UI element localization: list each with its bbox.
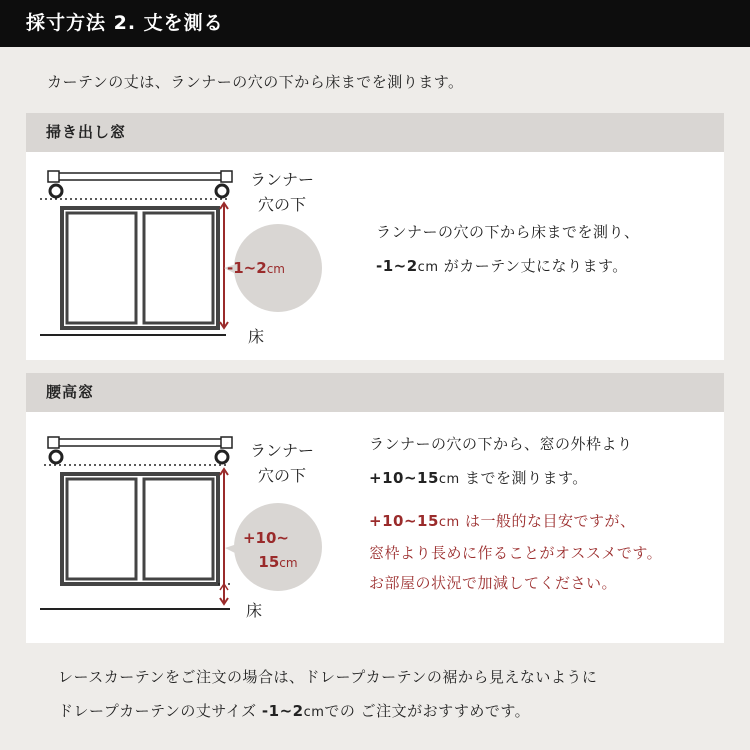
runner-label-2: 穴の下 (257, 466, 307, 485)
footer-note (58, 660, 597, 730)
desc-line-2 (376, 249, 640, 285)
floor-label: 床 (248, 327, 265, 346)
window-pane-right (144, 213, 213, 323)
note-amount: +10~15 (369, 512, 439, 530)
footer-amount: -1~2 (261, 702, 304, 720)
section2-description (369, 427, 633, 497)
section-full-length-window (26, 113, 724, 360)
svg-text:-1~2cm (227, 259, 285, 277)
section2-note (369, 506, 662, 598)
curtain-rod (58, 439, 222, 446)
section-title: 腰高窓 (26, 373, 724, 412)
floor-label: 床 (246, 601, 263, 620)
desc-unit: cm (417, 260, 439, 275)
window-pane-left (67, 213, 136, 323)
bubble-unit: cm (266, 262, 285, 276)
bubble-pointer (225, 544, 237, 554)
bubble-value-2: 15 (258, 553, 280, 571)
section1-description (376, 215, 640, 285)
note-line-2: 窓枠より長めに作ることがオススメです。 (369, 544, 663, 562)
svg-text:15cm (258, 553, 297, 571)
desc-amount: +10~15 (369, 469, 439, 487)
footer-post: での ご注文がおすすめです。 (324, 702, 531, 720)
desc-line-1: ランナーの穴の下から床までを測り、 (376, 223, 640, 241)
desc-rest: までを測ります。 (459, 469, 588, 487)
rod-end-right (221, 171, 232, 182)
footer-line-1: レースカーテンをご注文の場合は、ドレープカーテンの裾から見えないように (58, 668, 598, 686)
runner-ring-left (50, 451, 62, 463)
runner-label-2: 穴の下 (257, 195, 307, 214)
intro-text: カーテンの丈は、ランナーの穴の下から床までを測ります。 (47, 73, 464, 91)
footer-line-2 (58, 694, 597, 730)
bubble-value: -1~2 (227, 259, 267, 277)
window-pane-right (144, 479, 213, 579)
runner-label-1: ランナー (249, 441, 315, 460)
page-title: 採寸方法 2. 丈を測る (0, 0, 750, 47)
bubble-unit: cm (279, 556, 298, 570)
footer-pre: ドレープカーテンの丈サイズ (58, 702, 262, 720)
runner-label-1: ランナー (249, 170, 315, 189)
adjust-bubble (234, 503, 322, 591)
desc-rest: がカーテン丈になります。 (438, 257, 628, 275)
note-unit: cm (438, 515, 460, 530)
desc-line-1: ランナーの穴の下から、窓の外枠より (369, 435, 633, 453)
full-length-window-diagram (26, 152, 346, 360)
rod-end-right (221, 437, 232, 448)
note-line-1 (369, 506, 662, 538)
note-line-3: お部屋の状況で加減してください。 (369, 574, 618, 592)
runner-ring-right (216, 185, 228, 197)
rod-end-left (48, 171, 59, 182)
note-rest: は一般的な目安ですが、 (459, 512, 636, 530)
runner-ring-right (216, 451, 228, 463)
desc-unit: cm (438, 472, 460, 487)
window-pane-left (67, 479, 136, 579)
runner-ring-left (50, 185, 62, 197)
curtain-rod (58, 173, 222, 180)
desc-amount: -1~2 (376, 257, 418, 275)
desc-line-2 (369, 461, 633, 497)
rod-end-left (48, 437, 59, 448)
footer-unit: cm (303, 705, 325, 720)
waist-high-window-diagram (26, 412, 346, 643)
section-waist-high-window (26, 373, 724, 643)
section-title: 掃き出し窓 (26, 113, 724, 152)
bubble-value-1: +10~ (242, 529, 290, 547)
